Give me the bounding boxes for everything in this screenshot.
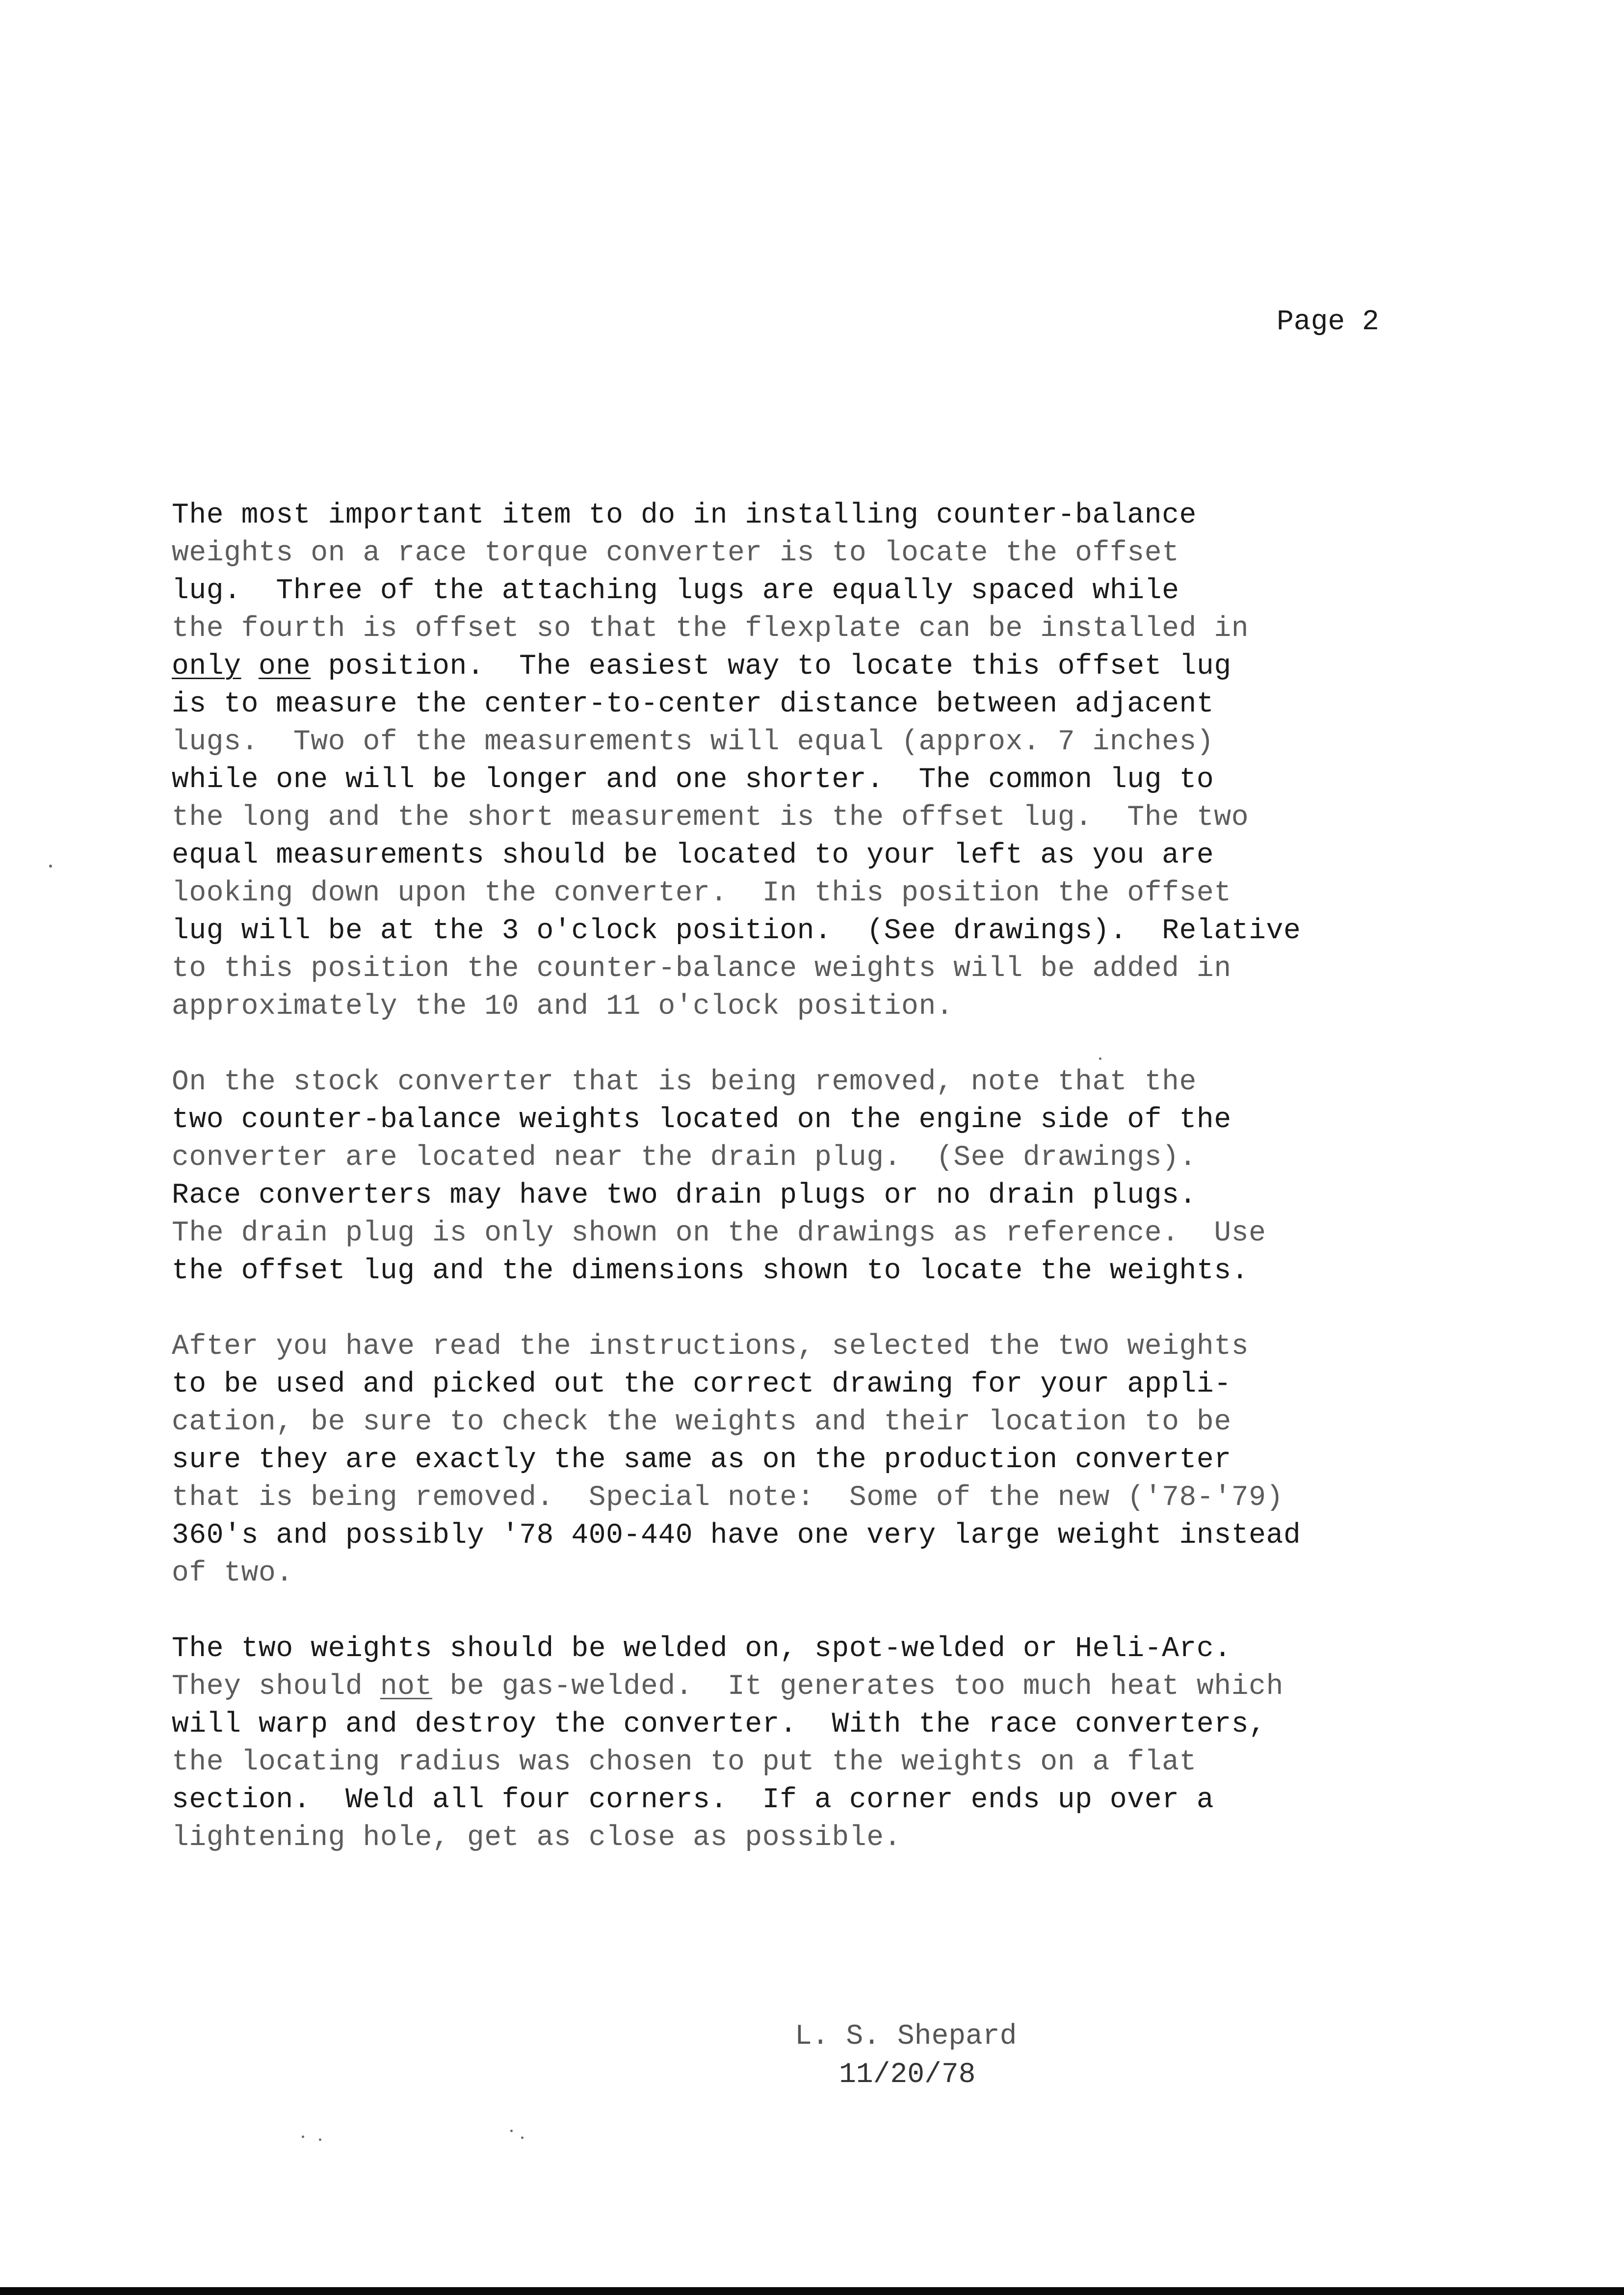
scan-speck — [521, 2137, 524, 2139]
text-line: On the stock converter that is being removed, note that the — [172, 1066, 1197, 1098]
signature-block — [795, 2018, 1017, 2094]
text-line: equal measurements should be located to your left as you are — [172, 840, 1214, 871]
signature-name: L. S. Shepard — [795, 2021, 1017, 2053]
text-line: cation, be sure to check the weights and their location to be — [172, 1406, 1231, 1438]
text-fragment: be gas-welded. It generates too much heat which — [432, 1671, 1283, 1703]
text-line: section. Weld all four corners. If a corner ends up over a — [172, 1784, 1214, 1816]
text-line: two counter-balance weights located on the engine side of the — [172, 1104, 1231, 1136]
text-line: The two weights should be welded on, spot-welded or Heli-Arc. — [172, 1633, 1231, 1665]
text-line: The drain plug is only shown on the drawings as reference. Use — [172, 1217, 1266, 1249]
scan-bottom-edge — [0, 2287, 1624, 2295]
paragraph-spacer — [172, 1592, 1496, 1630]
text-line: the offset lug and the dimensions shown to locate the weights. — [172, 1255, 1249, 1287]
paragraph-spacer — [172, 1026, 1496, 1063]
text-line: will warp and destroy the converter. With the race converters, — [172, 1709, 1266, 1741]
letter-body — [172, 497, 1496, 1857]
text-fragment: They should — [172, 1671, 380, 1703]
text-line: lugs. Two of the measurements will equal (approx. 7 inches) — [172, 726, 1214, 758]
text-line: converter are located near the drain plug. (See drawings). — [172, 1142, 1197, 1174]
text-line: Race converters may have two drain plugs or no drain plugs. — [172, 1180, 1197, 1212]
text-line: looking down upon the converter. In this position the offset — [172, 877, 1231, 909]
page-number: Page 2 — [1277, 306, 1379, 338]
text-line: while one will be longer and one shorter. The common lug to — [172, 764, 1214, 796]
scan-speck — [319, 2138, 321, 2141]
underlined-word: not — [380, 1671, 433, 1703]
text-line: After you have read the instructions, selected the two weights — [172, 1331, 1249, 1363]
text-line: weights on a race torque converter is to locate the offset — [172, 537, 1179, 569]
text-line: of two. — [172, 1557, 293, 1589]
text-line: lug will be at the 3 o'clock position. (See drawings). Relative — [172, 915, 1301, 947]
text-line: to this position the counter-balance weights will be added in — [172, 953, 1231, 985]
scan-speck — [302, 2136, 304, 2138]
text-line: is to measure the center-to-center distance between adjacent — [172, 688, 1214, 720]
text-line: 360's and possibly '78 400-440 have one very large weight instead — [172, 1520, 1301, 1552]
text-line: sure they are exactly the same as on the production converter — [172, 1444, 1231, 1476]
signature-date: 11/20/78 — [839, 2059, 976, 2091]
underlined-word: one — [259, 651, 311, 683]
scan-speck — [510, 2130, 513, 2132]
underlined-word: only — [172, 651, 241, 683]
text-line: to be used and picked out the correct drawing for your appli- — [172, 1369, 1231, 1400]
text-fragment: position. The easiest way to locate this offset lug — [311, 651, 1231, 683]
text-line — [172, 1668, 1496, 1706]
text-line: lug. Three of the attaching lugs are equally spaced while — [172, 575, 1179, 607]
text-line: that is being removed. Special note: Some of the new ('78-'79) — [172, 1482, 1283, 1514]
text-line: the long and the short measurement is the offset lug. The two — [172, 802, 1249, 834]
text-fragment — [241, 651, 259, 683]
text-line: approximately the 10 and 11 o'clock position. — [172, 991, 954, 1023]
paragraph-welding — [172, 1630, 1496, 1857]
scan-speck — [49, 865, 52, 868]
text-line — [172, 648, 1496, 686]
text-line: The most important item to do in installing counter-balance — [172, 500, 1197, 531]
text-line: lightening hole, get as close as possible. — [172, 1822, 902, 1854]
text-line: the fourth is offset so that the flexplate can be installed in — [172, 613, 1249, 645]
paragraph-instructions — [172, 1328, 1496, 1592]
text-line: the locating radius was chosen to put the weights on a flat — [172, 1746, 1197, 1778]
paragraph-stock-converter — [172, 1063, 1496, 1290]
paragraph-spacer — [172, 1290, 1496, 1328]
paragraph-offset-lug — [172, 497, 1496, 1026]
scan-speck — [1099, 1057, 1101, 1060]
